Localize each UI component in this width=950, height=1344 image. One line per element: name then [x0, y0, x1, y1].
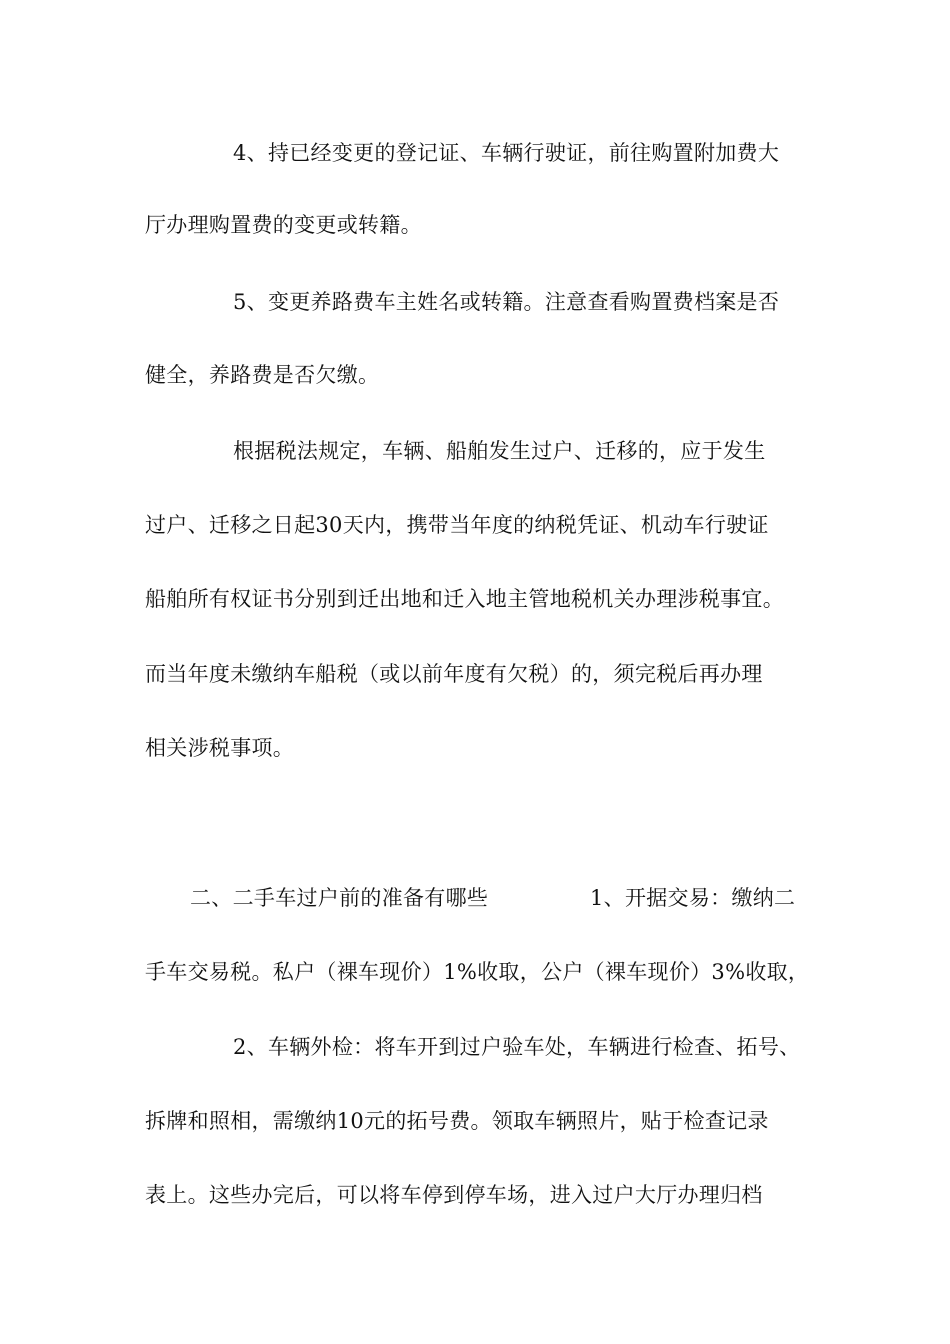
paragraph-line: 表上。这些办完后，可以将车停到停车场，进入过户大厅办理归档 — [145, 1183, 763, 1207]
section-heading: 二、二手车过户前的准备有哪些 — [190, 886, 489, 910]
paragraph-line: 健全，养路费是否欠缴。 — [145, 363, 380, 387]
paragraph-line: 船舶所有权证书分别到迁出地和迁入地主管地税机关办理涉税事宜。 — [145, 587, 784, 611]
paragraph-line: 5、变更养路费车主姓名或转籍。注意查看购置费档案是否 — [233, 290, 780, 314]
paragraph-line: 2、车辆外检：将车开到过户验车处，车辆进行检查、拓号、 — [233, 1035, 801, 1059]
paragraph-line: 4、持已经变更的登记证、车辆行驶证，前往购置附加费大 — [233, 141, 780, 165]
paragraph-line: 厅办理购置费的变更或转籍。 — [145, 213, 422, 237]
paragraph-line: 根据税法规定，车辆、船舶发生过户、迁移的，应于发生 — [233, 439, 766, 463]
paragraph-line: 相关涉税事项。 — [145, 736, 295, 760]
paragraph-line: 手车交易税。私户（裸车现价）1%收取，公户（裸车现价）3%收取， — [145, 960, 810, 984]
paragraph-line: 过户、迁移之日起30天内，携带当年度的纳税凭证、机动车行驶证 — [145, 513, 769, 537]
paragraph-line: 而当年度未缴纳车船税（或以前年度有欠税）的，须完税后再办理 — [145, 662, 763, 686]
paragraph-line: 拆牌和照相，需缴纳10元的拓号费。领取车辆照片，贴于检查记录 — [145, 1109, 769, 1133]
paragraph-line: 1、开据交易：缴纳二 — [590, 886, 796, 910]
